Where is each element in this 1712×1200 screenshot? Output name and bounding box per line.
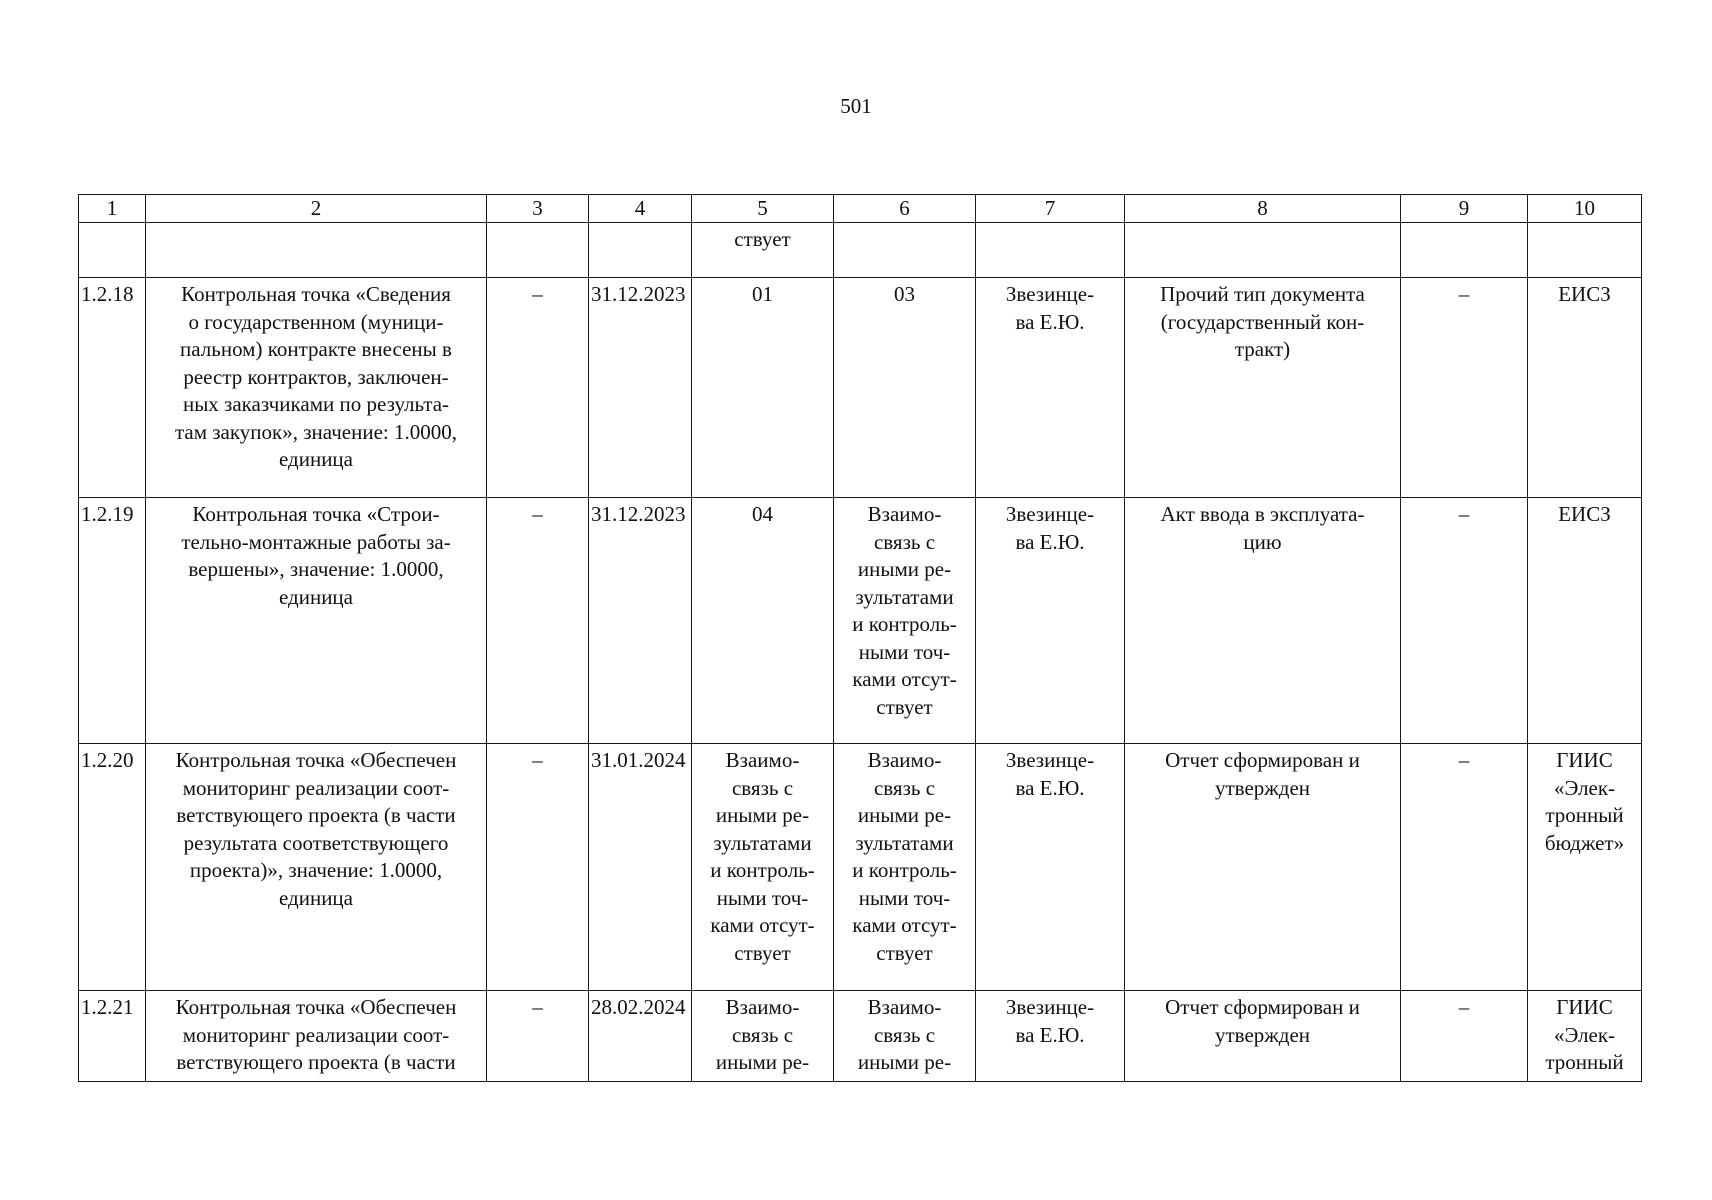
row-col9: – (1401, 744, 1528, 991)
row-col6: 03 (834, 278, 976, 498)
table-row (79, 278, 1642, 498)
row-col9: – (1401, 498, 1528, 744)
row-document: Прочий тип документа (государственный кон- тракт) (1125, 278, 1401, 498)
row-col5: 04 (692, 498, 834, 744)
row-col9: – (1401, 278, 1528, 498)
row-description: Контрольная точка «Сведения о государственном (муници- пальном) контракте внесены в реестр контрактов, заключен- ных заказчиками по результа- там закупок», значение: 1.0000, единица (146, 278, 487, 498)
header-cell: 4 (589, 195, 692, 223)
header-cell: 2 (146, 195, 487, 223)
header-cell: 3 (487, 195, 589, 223)
header-row (79, 195, 1642, 223)
header-cell: 10 (1528, 195, 1642, 223)
row-col3: – (487, 744, 589, 991)
row-col3: – (487, 498, 589, 744)
row-document: Акт ввода в эксплуата- цию (1125, 498, 1401, 744)
row-number: 1.2.21 (79, 991, 146, 1082)
row-responsible: Звезинце- ва Е.Ю. (976, 278, 1125, 498)
row-system: ЕИСЗ (1528, 278, 1642, 498)
table-row (79, 498, 1642, 744)
header-cell: 6 (834, 195, 976, 223)
row-document: Отчет сформирован и утвержден (1125, 744, 1401, 991)
continuation-row (79, 223, 1642, 278)
table-row (79, 991, 1642, 1082)
row-date: 31.12.2023 (589, 498, 692, 744)
row-col5: Взаимо- связь с иными ре- (692, 991, 834, 1082)
header-cell: 5 (692, 195, 834, 223)
row-col6: Взаимо- связь с иными ре- зультатами и контроль- ными точ- ками отсут- ствует (834, 498, 976, 744)
row-system: ГИИС «Элек- тронный бюджет» (1528, 744, 1642, 991)
row-description: Контрольная точка «Обеспечен мониторинг реализации соот- ветствующего проекта (в части (146, 991, 487, 1082)
plan-table (78, 194, 1642, 1082)
row-responsible: Звезинце- ва Е.Ю. (976, 498, 1125, 744)
table-row (79, 744, 1642, 991)
row-document: Отчет сформирован и утвержден (1125, 991, 1401, 1082)
row-col5: 01 (692, 278, 834, 498)
header-cell: 9 (1401, 195, 1528, 223)
row-date: 31.12.2023 (589, 278, 692, 498)
row-col9: – (1401, 991, 1528, 1082)
header-cell: 8 (1125, 195, 1401, 223)
continuation-cell: ствует (692, 223, 834, 278)
page-number: 501 (840, 94, 872, 118)
row-number: 1.2.19 (79, 498, 146, 744)
row-date: 28.02.2024 (589, 991, 692, 1082)
row-system: ЕИСЗ (1528, 498, 1642, 744)
row-col6: Взаимо- связь с иными ре- зультатами и контроль- ными точ- ками отсут- ствует (834, 744, 976, 991)
row-description: Контрольная точка «Обеспечен мониторинг реализации соот- ветствующего проекта (в части результата соответствующего проекта)», значение: 1.0000, единица (146, 744, 487, 991)
row-description: Контрольная точка «Строи- тельно-монтажные работы за- вершены», значение: 1.0000, единица (146, 498, 487, 744)
header-cell: 1 (79, 195, 146, 223)
row-col6: Взаимо- связь с иными ре- (834, 991, 976, 1082)
row-responsible: Звезинце- ва Е.Ю. (976, 744, 1125, 991)
row-col3: – (487, 991, 589, 1082)
row-number: 1.2.20 (79, 744, 146, 991)
row-col3: – (487, 278, 589, 498)
row-col5: Взаимо- связь с иными ре- зультатами и контроль- ными точ- ками отсут- ствует (692, 744, 834, 991)
row-system: ГИИС «Элек- тронный (1528, 991, 1642, 1082)
row-date: 31.01.2024 (589, 744, 692, 991)
row-number: 1.2.18 (79, 278, 146, 498)
header-cell: 7 (976, 195, 1125, 223)
row-responsible: Звезинце- ва Е.Ю. (976, 991, 1125, 1082)
